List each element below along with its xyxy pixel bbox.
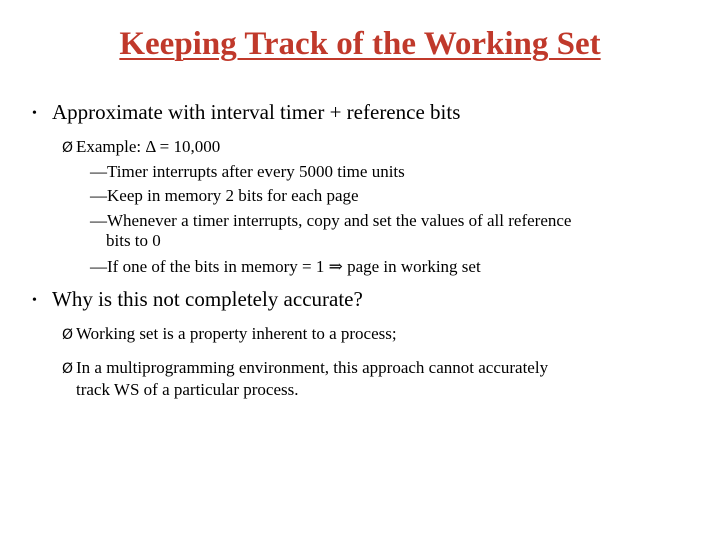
bullet-approximate-text: Approximate with interval timer + reference bits xyxy=(52,100,461,124)
arrow-bullet-icon: Ø xyxy=(62,140,74,156)
bullet-dot-icon: • xyxy=(32,293,37,308)
example-line xyxy=(62,137,220,158)
slide-title: Keeping Track of the Working Set xyxy=(119,26,601,62)
dash-item-if: —If one of the bits in memory = 1 ⇒ page in working set xyxy=(90,257,481,276)
bullet-why xyxy=(32,287,363,313)
bullet-approximate xyxy=(32,100,460,126)
point-working-set xyxy=(62,324,397,345)
dash-item-whenever: —Whenever a timer interrupts, copy and set the values of all reference xyxy=(90,211,572,230)
arrow-bullet-icon: Ø xyxy=(62,361,74,377)
bullet-dot-icon: • xyxy=(32,106,37,121)
arrow-bullet-icon: Ø xyxy=(62,327,74,343)
dash-item-timer: —Timer interrupts after every 5000 time units xyxy=(90,162,405,181)
dash-item-whenever-cont: bits to 0 xyxy=(106,231,161,250)
point-working-set-text: Working set is a property inherent to a process; xyxy=(76,324,397,343)
point-multiprogramming xyxy=(62,358,548,379)
point-multiprogramming-text: In a multiprogramming environment, this approach cannot accurately xyxy=(76,358,549,377)
example-text: Example: Δ = 10,000 xyxy=(76,137,221,156)
bullet-why-text: Why is this not completely accurate? xyxy=(52,287,363,311)
point-multiprogramming-cont: track WS of a particular process. xyxy=(76,380,299,399)
dash-item-keep: —Keep in memory 2 bits for each page xyxy=(90,186,359,205)
